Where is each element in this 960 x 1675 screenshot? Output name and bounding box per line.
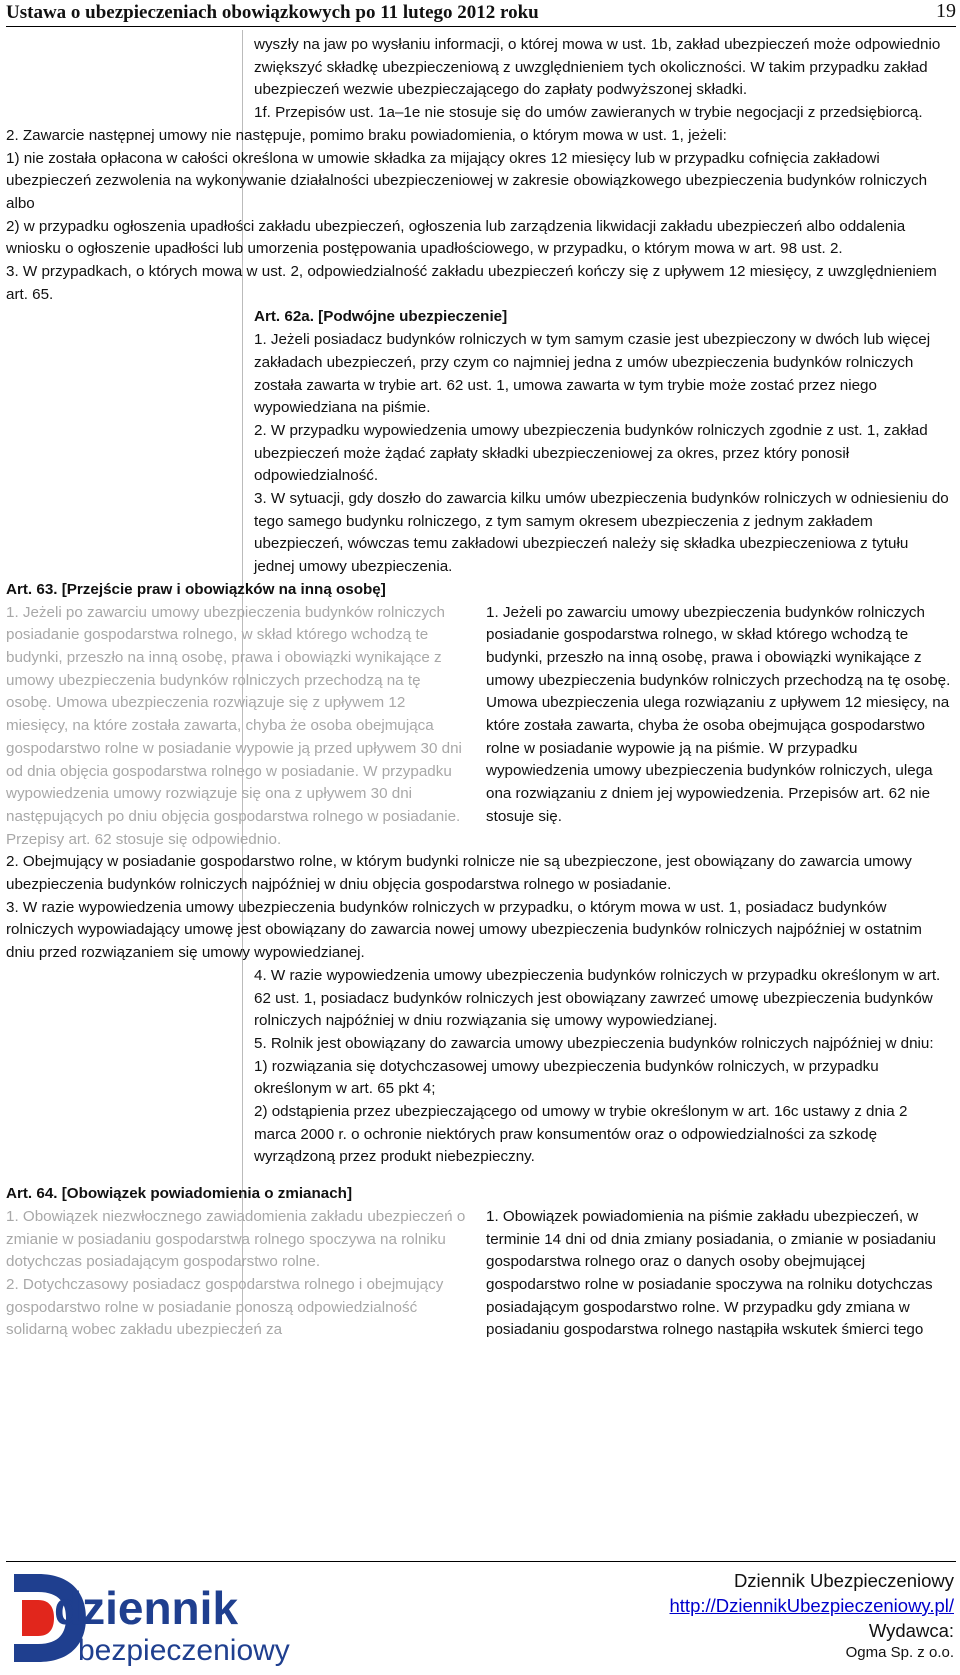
paragraph: 2. W przypadku wypowiedzenia umowy ubezpieczenia budynków rolniczych zgodnie z ust. 1, zakład ubezpieczeń może żądać zapłaty składki ubezpieczeniowej za okres, przez który ponosił odpowiedzialność. <box>254 421 928 485</box>
document-body <box>6 34 951 1342</box>
comparison-columns-art63 <box>6 579 951 851</box>
old-version-column <box>6 1183 468 1342</box>
paragraph: wyszły na jaw po wysłaniu informacji, o której mowa w ust. 1b, zakład ubezpieczeń może odpowiednio zwiększyć składkę ubezpieczeniową z uwzględnieniem tych okoliczności. W takim przypadku zakład ubezpieczeń wezwie ubezpieczającego do zapłaty podwyższonej składki. <box>254 36 941 99</box>
footer-rule <box>6 1561 956 1562</box>
logo-mark-icon <box>8 1566 308 1670</box>
article-title-63: Art. 63. [Przejście praw i obowiązków na inną osobę] <box>6 580 386 598</box>
page-header <box>6 0 956 27</box>
paragraph: 2. Obejmujący w posiadanie gospodarstwo rolne, w którym budynki rolnicze nie są ubezpieczone, jest obowiązany do zawarcia umowy ubezpieczenia budynków rolniczych najpóźniej w dniu objęcia gospodarstwa rolnego w posiadanie. <box>6 853 912 894</box>
logo-word-bottom: bezpieczeniowy <box>78 1634 290 1667</box>
paragraph: 2. Zawarcie następnej umowy nie następuje, pomimo braku powiadomienia, o którym mowa w ust. 1, jeżeli: <box>6 126 727 144</box>
footer-info <box>534 1568 954 1663</box>
paragraph: 2) odstąpienia przez ubezpieczającego od umowy w trybie określonym w art. 16c ustawy z dnia 2 marca 2000 r. o ochronie niektórych praw konsumentów oraz o odpowiedzialności za szkodę wyrządzoną przez produkt niebezpieczny. <box>254 1103 908 1166</box>
new-paragraph: 1. Obowiązek powiadomienia na piśmie zakładu ubezpieczeń, w terminie 14 dni od dnia zmiany posiadania, o zmianie w posiadaniu gospodarstwa rolnego oraz o danych osoby obejmującej gospodarstwo rolne w posiadanie spoczywa na rolniku dotychczas posiadającym gospodarstwo rolne. W przypadku gdy zmiana w posiadaniu gospodarstwa rolnego nastąpiła wskutek śmierci tego <box>486 1207 936 1339</box>
old-paragraph: 1. Obowiązek niezwłocznego zawiadomienia zakładu ubezpieczeń o zmianie w posiadaniu gospodarstwa rolnego spoczywa na rolniku dotychczas posiadającym gospodarstwo rolne. <box>6 1207 466 1271</box>
publisher-label: Wydawca: <box>868 1620 954 1641</box>
page-number: 19 <box>936 0 956 22</box>
paragraph: 1. Jeżeli posiadacz budynków rolniczych w tym samym czasie jest ubezpieczony w dwóch lub więcej zakładach ubezpieczeń, przy czym co najmniej jedna z umów ubezpieczenia budynków rolniczych została zawarta w trybie art. 62 ust. 1, umowa zawarta w tym trybie może zostać przez niego wypowiedziana na piśmie. <box>254 331 931 417</box>
new-version-column <box>486 1183 951 1342</box>
document-title: Ustawa o ubezpieczeniach obowiązkowych po 11 lutego 2012 roku <box>6 2 539 23</box>
paragraph: 5. Rolnik jest obowiązany do zawarcia umowy ubezpieczenia budynków rolniczych najpóźniej w dniu: <box>254 1034 934 1052</box>
logo-word-top: dziennik <box>54 1582 239 1634</box>
article-title-62a: Art. 62a. [Podwójne ubezpieczenie] <box>254 308 508 326</box>
comparison-columns-art64 <box>6 1183 951 1342</box>
paragraph: 4. W razie wypowiedzenia umowy ubezpieczenia budynków rolniczych w przypadku określonym w art. 62 ust. 1, posiadacz budynków rolniczych jest obowiązany zawrzeć umowę ubezpieczenia budynków rolniczych najpóźniej w dniu rozwiązania się umowy wypowiedzianej. <box>254 966 941 1030</box>
new-version-column <box>486 579 951 851</box>
new-paragraph: 1. Jeżeli po zawarciu umowy ubezpieczenia budynków rolniczych posiadanie gospodarstwa rolnego, w skład którego wchodzą te budynki, przeszło na inną osobę, prawa i obowiązki wynikające z umowy ubezpieczenia budynków rolniczych przechodzą na tę osobę. Umowa ubezpieczenia ulega rozwiązaniu z upływem 12 miesięcy, na które została zawarta, chyba że osoba obejmująca gospodarstwo rolne w posiadanie wypowie ją na piśmie. W przypadku wypowiedzenia umowy ubezpieczenia budynków rolniczych, ulega ona rozwiązaniu z dniem jej wypowiedzenia. Przepisów art. 62 nie stosuje się. <box>486 603 951 825</box>
paragraph: 1) rozwiązania się dotychczasowej umowy ubezpieczenia budynków rolniczych, w przypadku określonym w art. 65 pkt 4; <box>254 1057 879 1098</box>
publisher-name: Ogma Sp. z o.o. <box>845 1644 954 1661</box>
paragraph: 3. W przypadkach, o których mowa w ust. 2, odpowiedzialność zakładu ubezpieczeń kończy się z upływem 12 miesięcy, z uwzględnieniem art. 65. <box>6 263 937 303</box>
paragraph: 3. W sytuacji, gdy doszło do zawarcia kilku umów ubezpieczenia budynków rolniczych w odniesieniu do tego samego budynku rolniczego, z tym samym okresem ubezpieczenia z jednym zakładem ubezpieczeń, wówczas temu zakładowi ubezpieczeń należy się składka ubezpieczeniowa z tytułu jednej umowy ubezpieczenia. <box>254 490 949 576</box>
paragraph: 3. W razie wypowiedzenia umowy ubezpieczenia budynków rolniczych w przypadku, o którym mowa w ust. 1, posiadacz budynków rolniczych wypowiadający umowę jest obowiązany do zawarcia nowej umowy ubezpieczenia budynków rolniczych najpóźniej w ostatnim dniu przed rozwiązaniem się umowy wypowiedzianej. <box>6 898 922 962</box>
site-name: Dziennik Ubezpieczeniowy <box>733 1570 954 1591</box>
paragraph: 1) nie została opłacona w całości określona w umowie składka za mijający okres 12 miesięcy lub w przypadku cofnięcia zakładowi ubezpieczeń zezwolenia na wykonywanie działalności ubezpieczeniowej w zakresie obowiązkowego ubezpieczenia budynków rolniczych albo <box>6 149 928 212</box>
dziennik-logo <box>8 1566 308 1670</box>
article-title-64: Art. 64. [Obowiązek powiadomienia o zmianach] <box>6 1185 353 1203</box>
paragraph: 1f. Przepisów ust. 1a–1e nie stosuje się do umów zawieranych w trybie negocjacji z przedsiębiorcą. <box>254 104 923 122</box>
old-paragraph: 2. Dotychczasowy posiadacz gospodarstwa rolnego i obejmujący gospodarstwo rolne w posiadanie ponoszą odpowiedzialność solidarną wobec zakładu ubezpieczeń za <box>6 1275 444 1339</box>
site-link[interactable]: http://DziennikUbezpieczeniowy.pl/ <box>669 1595 954 1616</box>
paragraph: 2) w przypadku ogłoszenia upadłości zakładu ubezpieczeń, ogłoszenia lub zarządzenia likwidacji zakładu ubezpieczeń albo oddalenia wniosku o ogłoszenie upadłości lub umorzenia postępowania upadłościowego, w przypadku, o którym mowa w art. 98 ust. 2. <box>6 217 906 258</box>
old-version-column <box>6 579 468 851</box>
old-paragraph: 1. Jeżeli po zawarciu umowy ubezpieczenia budynków rolniczych posiadanie gospodarstwa rolnego, w skład którego wchodzą te budynki, przeszło na inną osobę, prawa i obowiązki wynikające z umowy ubezpieczenia budynków rolniczych przechodzą na tę osobę. Umowa ubezpieczenia rozwiązuje się z upływem 12 miesięcy, na które została zawarta, chyba że osoba obejmująca gospodarstwo rolne w posiadanie wypowie ją przed upływem 30 dni od dnia objęcia gospodarstwa rolnego w posiadanie. W przypadku wypowiedzenia umowy rozwiązuje się ona z upływem 30 dni następujących po dniu objęcia gospodarstwa rolnego w posiadanie. Przepisy art. 62 stosuje się odpowiednio. <box>6 603 462 848</box>
